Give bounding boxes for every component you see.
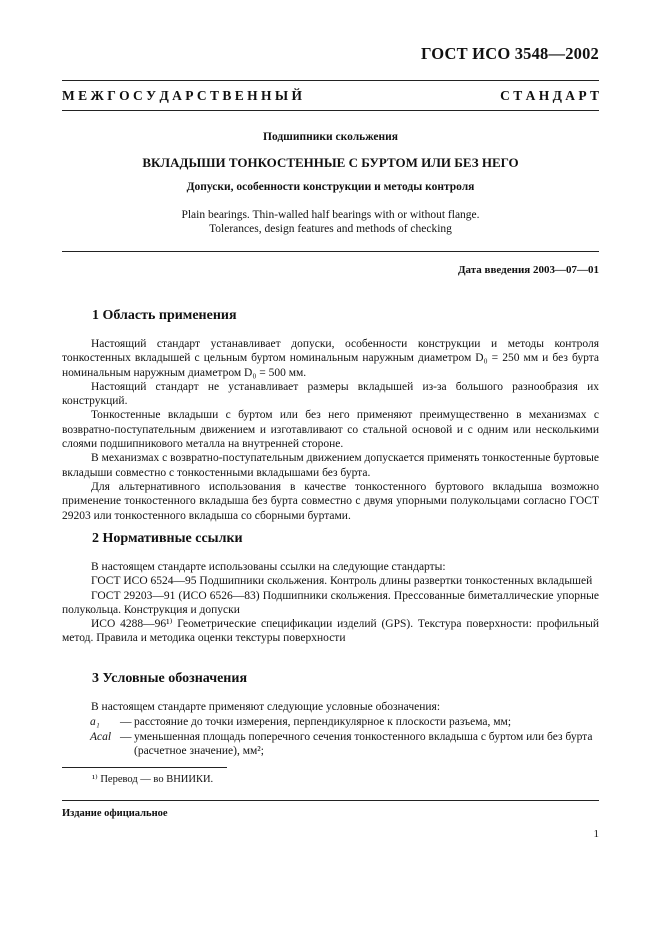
title-en-1: Plain bearings. Thin-walled half bearings with or without flange. [181,209,480,221]
paragraph: Настоящий стандарт не устанавливает размеры вкладышей из-за большого разнообразия их конструкций. [62,380,599,408]
paragraph: В механизмах с возвратно-поступательным движением допускается применять тонкостенные буртовые вкладыши совместно с тонкостенными вкладышами без бурта. [62,452,599,479]
banner-right: С Т А Н Д А Р Т [500,88,599,103]
paragraph: ГОСТ 29203—91 (ИСО 6526—83) Подшипники скольжения. Прессованные биметаллические упорные полукольца. Конструкция и допуски [62,589,599,616]
footnote: ¹⁾ Перевод — во ВНИИКИ. [92,774,214,785]
title-small: Подшипники скольжения [263,131,398,143]
title-en-2: Tolerances, design features and methods of checking [209,223,452,235]
paragraph: ГОСТ ИСО 6524—95 Подшипники скольжения. Контроль длины развертки тонкостенных вкладышей [91,575,593,588]
symbol-dash: — [120,731,132,743]
paragraph: В настоящем стандарте применяют следующие условные обозначения: [91,701,441,713]
paragraph: Тонкостенные вкладыши с буртом или без него применяют преимущественно в механизмах с возвратно-поступательным движением и изготавливают со стальной основой и с одним или несколькими слоями подшипникового металла на внутренней стороне. [62,409,599,451]
symbol-definition: расстояние до точки измерения, перпендикулярное к плоскости разъема, мм; [134,716,512,728]
footnote-rule [62,767,227,768]
symbol-row [90,715,599,729]
page-number: 1 [593,828,599,840]
header-rule-top [62,80,599,81]
header-rule-bottom [62,110,599,111]
paragraph: Настоящий стандарт устанавливает допуски, особенности конструкции и методы контроля тонкостенных вкладышей с цельным буртом номинальным наружным диаметром D₀ = 250 мм и без бурта номинальным наружным диаметром D₀ = 500 мм. [62,338,599,379]
symbol-definition: уменьшенная площадь поперечного сечения тонкостенного вкладыша с буртом или без бурта (расчетное значение), мм²; [134,731,593,758]
title-main: ВКЛАДЫШИ ТОНКОСТЕННЫЕ С БУРТОМ ИЛИ БЕЗ НЕГО [142,155,519,170]
section-3-title: 3 Условные обозначения [92,671,248,686]
section-2-body [62,560,599,646]
edition-rule [62,800,599,801]
section-1-title: 1 Область применения [92,308,237,323]
title-sub: Допуски, особенности конструкции и методы контроля [186,181,475,193]
symbol: a₁ [90,716,100,728]
symbol-row [90,730,599,759]
symbol-dash: — [120,716,132,728]
section-2-title: 2 Нормативные ссылки [92,531,243,546]
paragraph: В настоящем стандарте использованы ссылки на следующие стандарты: [91,561,446,573]
effective-date: Дата введения 2003—07—01 [457,264,599,276]
banner-left: М Е Ж Г О С У Д А Р С Т В Е Н Н Ы Й [62,88,303,103]
paragraph: Для альтернативного использования в качестве тонкостенного буртового вкладыша возможно применение тонкостенного вкладыша без бурта совместно с двумя упорными полукольцами согласно ГОСТ 29203 или тонкостенного вкладыша со сборными буртами. [62,480,599,522]
document-code: ГОСТ ИСО 3548—2002 [421,44,599,63]
edition-label: Издание официальное [62,808,168,819]
paragraph: ИСО 4288—96¹⁾ Геометрические спецификации изделий (GPS). Текстура поверхности: профильный метод. Правила и методика оценки текстуры поверхности [62,618,599,645]
date-rule [62,251,599,252]
symbol: Acal [90,731,112,743]
standard-banner [62,88,599,104]
section-1-body [62,337,599,523]
section-3-intro [62,700,599,714]
